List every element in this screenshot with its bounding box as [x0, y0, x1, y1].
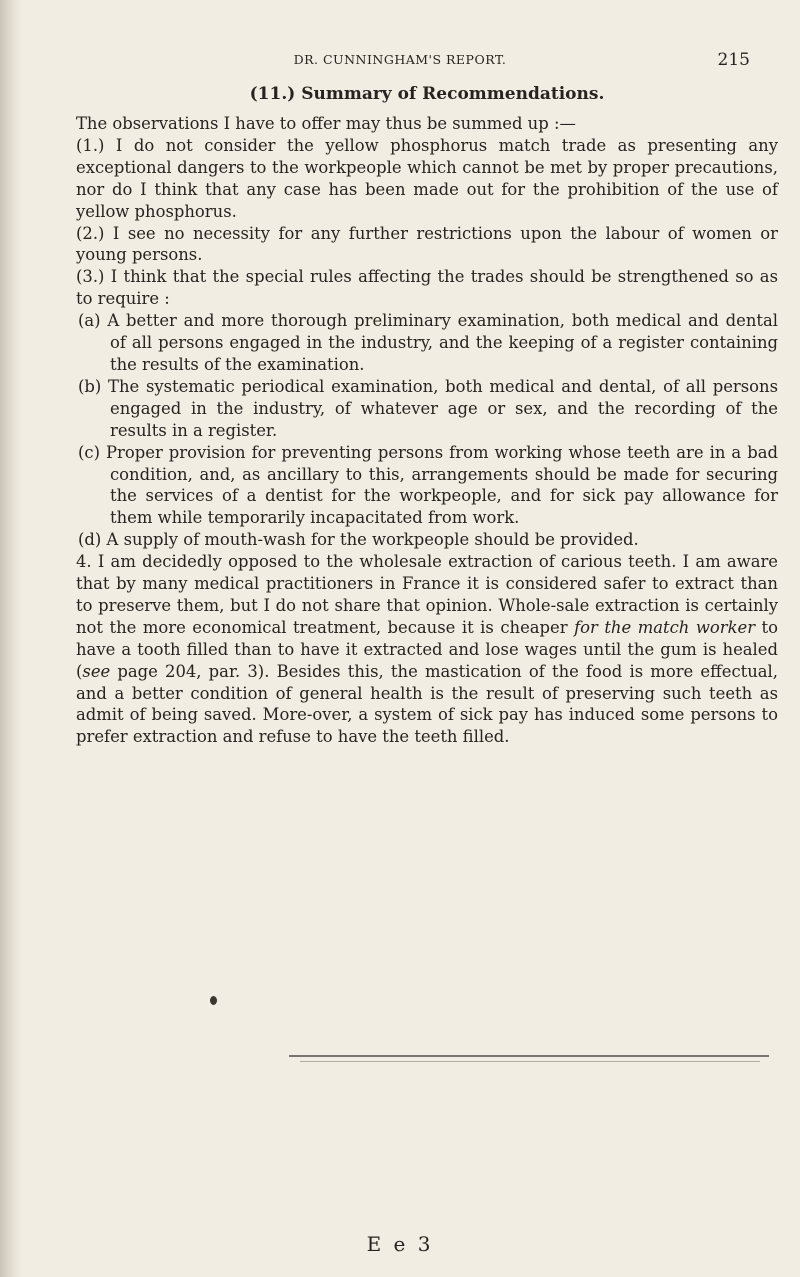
p4-mid: to have a tooth filled than to have it extracted and lose wages until the gum is healed ( — [76, 617, 778, 681]
paragraph-4 — [76, 551, 778, 748]
p4-end: page 204, par. 3). Besides this, the mastication of the food is more effectual, and a better condition of general health is the result of preserving such teeth as admit of being saved. More-over, a system of sick pay has induced some persons to prefer extraction and refuse to have the teeth filled. — [76, 661, 778, 747]
item-b-label: (b) — [78, 376, 102, 396]
signature-mark: E e 3 — [366, 1232, 434, 1256]
item-c-text: Proper provision for preventing persons from working whose teeth are in a bad condition, and, as ancillary to this, arrangements should be made for securing the services of a dentist for the workpeople, and for sick pay allowance for them while temporarily incapacitated from work. — [106, 442, 778, 528]
item-b-text: The systematic periodical examination, both medical and dental, of all persons engaged in the industry, of whatever age or sex, and the recording of the results in a register. — [108, 376, 779, 440]
section-heading: (11.) Summary of Recommendations. — [249, 84, 605, 104]
running-header — [0, 52, 800, 74]
item-a — [78, 310, 778, 376]
divider-rule — [289, 1055, 769, 1057]
p4-start: 4. I am decidedly opposed to the wholesale extraction of carious teeth. I am aware that by many medical practitioners in France it is considered safer to extract than to preserve them, but I do not share that opinion. Whole-sale extraction is certainly not the more economical treatment, because it is cheaper — [76, 552, 778, 637]
ink-spot — [210, 996, 217, 1005]
item-b — [78, 376, 778, 442]
page-number: 215 — [717, 50, 750, 70]
body-text — [76, 84, 778, 748]
item-a-text: A better and more thorough preliminary examination, both medical and dental of all persons engaged in the industry, and the keeping of a register containing the results of the examination. — [107, 311, 778, 374]
p4-see: see — [82, 661, 111, 681]
divider-rule-faint — [300, 1061, 760, 1062]
paragraph-1: (1.) I do not consider the yellow phosphorus match trade as presenting any exceptional dangers to the workpeople which cannot be met by proper precautions, nor do I think that any case has been made out for the prohibition of the use of yellow phosphorus. — [76, 135, 778, 221]
item-d-label: (d) — [78, 530, 102, 550]
item-c-label: (c) — [78, 442, 100, 462]
page-edge-shadow — [0, 0, 22, 1277]
paragraph-2: (2.) I see no necessity for any further restrictions upon the labour of women or young persons. — [76, 223, 778, 265]
item-d — [78, 529, 778, 551]
item-d-text: A supply of mouth-wash for the workpeople should be provided. — [106, 530, 639, 550]
paragraph-3: (3.) I think that the special rules affecting the trades should be strengthened so as to require : — [76, 267, 778, 309]
item-c — [78, 442, 778, 530]
header-title: DR. CUNNINGHAM'S REPORT. — [293, 52, 507, 67]
p4-italic: for the match worker — [574, 617, 756, 637]
intro-paragraph: The observations I have to offer may thus be summed up :— — [76, 114, 576, 133]
item-a-label: (a) — [78, 311, 101, 331]
